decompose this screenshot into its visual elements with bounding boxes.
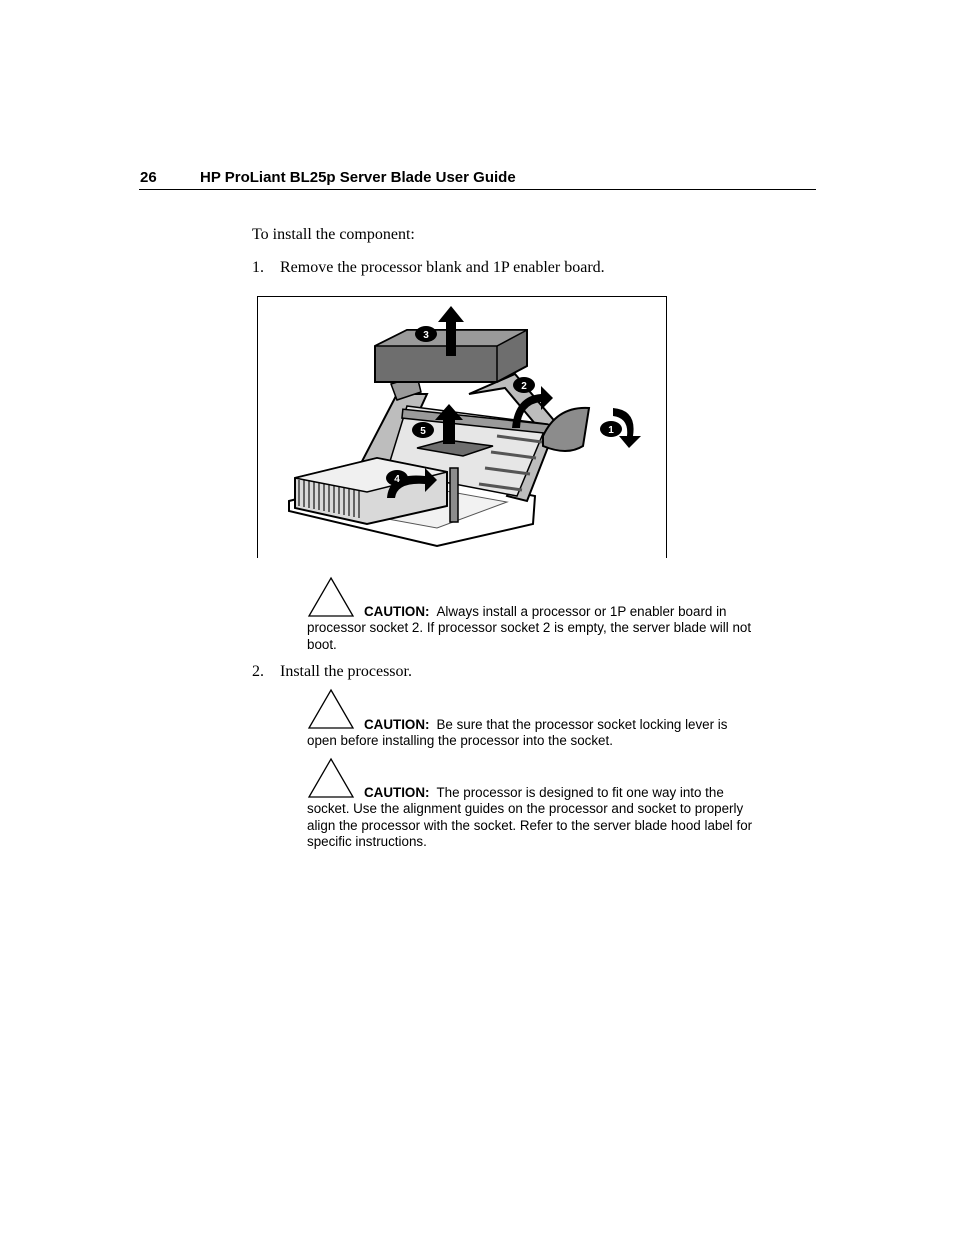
callout-5 xyxy=(412,422,434,438)
step-1 xyxy=(252,259,605,277)
callout-3 xyxy=(415,326,437,342)
callout-4 xyxy=(386,470,408,486)
caution-text: The processor is designed to fit one way into the socket. Use the alignment guides on the processor and socket to properly align the processor with the socket. Refer to the server blade hood label for specific instructions. xyxy=(307,785,753,849)
caution-text: Always install a processor or 1P enabler board in processor socket 2. If processor socket 2 is empty, the server blade will not boot. xyxy=(307,604,752,652)
page-number: 26 xyxy=(140,169,157,186)
intro-text: To install the component: xyxy=(252,226,415,243)
callout-2 xyxy=(513,377,535,393)
caution-label: CAUTION: xyxy=(364,604,430,619)
caution-label: CAUTION: xyxy=(364,785,430,800)
caution-notice xyxy=(307,576,757,656)
svg-text:1: 1 xyxy=(608,425,614,436)
caution-notice xyxy=(307,757,757,853)
processor-removal-illustration xyxy=(257,296,667,558)
caution-label: CAUTION: xyxy=(364,717,430,732)
lever-post xyxy=(450,468,458,522)
svg-text:4: 4 xyxy=(394,474,400,485)
caution-notice xyxy=(307,688,757,752)
svg-text:3: 3 xyxy=(423,330,429,341)
step-text: Install the processor. xyxy=(280,663,412,680)
step-number: 2. xyxy=(252,663,264,680)
svg-text:5: 5 xyxy=(420,426,426,437)
callout-1 xyxy=(600,421,622,437)
step-2 xyxy=(252,663,412,681)
step-number: 1. xyxy=(252,259,264,276)
step-text: Remove the processor blank and 1P enabler board. xyxy=(280,259,605,276)
document-title: HP ProLiant BL25p Server Blade User Guide xyxy=(200,169,516,186)
running-header xyxy=(139,168,816,190)
svg-text:2: 2 xyxy=(521,381,527,392)
caution-text: Be sure that the processor socket locking lever is open before installing the processor into the socket. xyxy=(307,717,728,749)
